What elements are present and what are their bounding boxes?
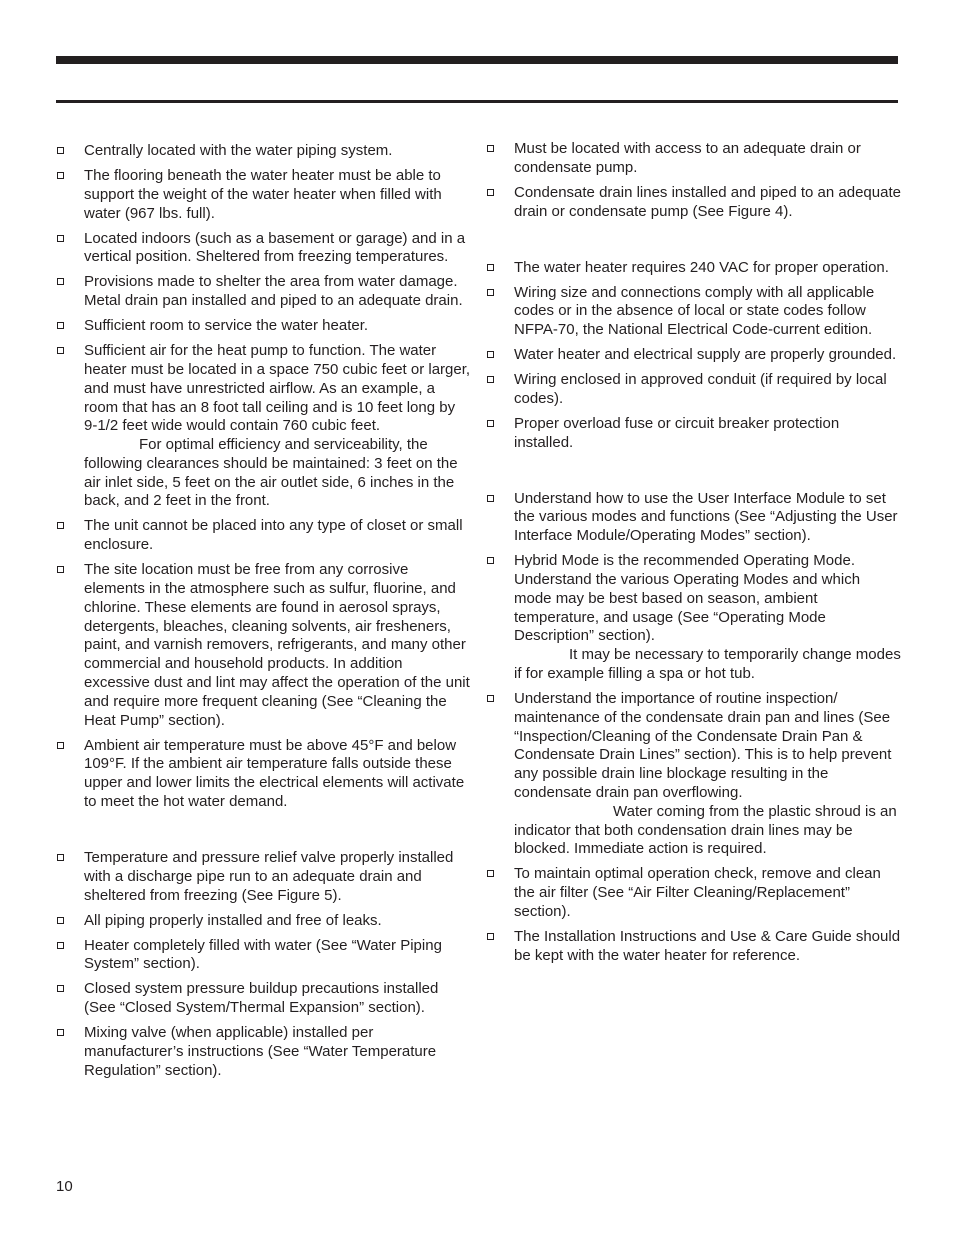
checklist-item — [486, 259, 901, 278]
checkbox-square-icon — [57, 1029, 64, 1036]
checklist-operation — [486, 490, 901, 966]
checkbox-square-icon — [57, 235, 64, 242]
checkbox-square-icon — [57, 985, 64, 992]
checklist-item-text: The water heater requires 240 VAC for proper operation. — [514, 258, 889, 276]
checklist-item — [56, 980, 471, 1018]
checklist-item — [56, 737, 471, 812]
checkbox-square-icon — [487, 145, 494, 152]
checkbox-square-icon — [57, 147, 64, 154]
header-rule-thick — [56, 56, 898, 64]
checklist-item-text: Centrally located with the water piping system. — [84, 142, 393, 159]
checkbox-square-icon — [487, 376, 494, 383]
checklist-item-text: Sufficient room to service the water heater. — [84, 317, 369, 335]
checklist-condensate — [486, 140, 901, 221]
checklist-item-text: Wiring enclosed in approved conduit (if required by local codes). — [514, 371, 887, 407]
checklist-item-text: Located indoors (such as a basement or garage) and in a vertical position. Sheltered from freezing temperatures. — [84, 229, 466, 266]
checkbox-square-icon — [57, 854, 64, 861]
checklist-item — [56, 273, 471, 311]
checklist-item — [486, 415, 901, 453]
checkbox-square-icon — [487, 695, 494, 702]
checklist-item-text: The unit cannot be placed into any type of closet or small enclosure. — [84, 517, 463, 554]
checkbox-square-icon — [487, 189, 494, 196]
checkbox-square-icon — [57, 522, 64, 529]
checklist-item-text: Understand how to use the User Interface Module to set the various modes and functions (See “Adjusting the User Interface Module/Operating Modes” section). — [514, 489, 898, 545]
checklist-water-system — [56, 849, 471, 1081]
left-column — [56, 142, 471, 1087]
checklist-item — [486, 371, 901, 409]
checklist-item — [486, 865, 901, 921]
checklist-item — [56, 142, 471, 161]
checklist-item-text: Water heater and electrical supply are properly grounded. — [514, 346, 897, 364]
section-gap — [486, 459, 901, 490]
checklist-item — [56, 342, 471, 511]
checklist-item-text: Ambient air temperature must be above 45°F and below 109°F. If the ambient air temperature falls outside these upper and lower limits the electrical elements will activate to meet the hot water demand. — [84, 736, 465, 810]
checklist-item-text: The site location must be free from any corrosive elements in the atmosphere such as sulfur, fluorine, and chlorine. These elements are found in aerosol sprays, detergents, bleaches, cleaning solvents, air fresheners, paint, and varnish removers, refrigerants, and many other commercial and household products. In addition excessive dust and lint may affect the operation of the unit and require more frequent cleaning (See “Cleaning the Heat Pump” section). — [84, 561, 470, 729]
checkbox-square-icon — [487, 264, 494, 271]
checklist-item-text: The Installation Instructions and Use & Care Guide should be kept with the water heater for reference. — [514, 927, 901, 964]
checklist-item — [56, 230, 471, 268]
checkbox-square-icon — [487, 933, 494, 940]
checkbox-square-icon — [487, 351, 494, 358]
checklist-item — [486, 690, 901, 859]
checklist-item-note: For optimal efficiency and serviceability, the following clearances should be maintained: 3 feet on the air inlet side, 5 feet on the air outlet side, 6 inches in the back, and 2 feet in the front. — [84, 436, 458, 510]
checklist-item — [486, 490, 901, 546]
checklist-item-note: Water coming from the plastic shroud is an indicator that both condensation drain lines may be blocked. Immediate action is required. — [514, 802, 897, 858]
checklist-location — [56, 142, 471, 812]
checkbox-square-icon — [57, 347, 64, 354]
checkbox-square-icon — [487, 870, 494, 877]
checklist-item-text: Proper overload fuse or circuit breaker protection installed. — [514, 414, 840, 451]
header-rule-thin — [56, 100, 898, 103]
checklist-item-note: It may be necessary to temporarily change modes if for example filling a spa or hot tub. — [514, 646, 901, 683]
checklist-item — [486, 284, 901, 340]
checkbox-square-icon — [57, 917, 64, 924]
checklist-item — [486, 140, 901, 178]
checkbox-square-icon — [487, 289, 494, 296]
checkbox-square-icon — [487, 420, 494, 427]
checklist-item-text: Wiring size and connections comply with all applicable codes or in the absence of local or state codes follow NFPA-70, the National Electrical Code-current edition. — [514, 283, 875, 339]
checklist-item — [486, 184, 901, 222]
checklist-item-text: Heater completely filled with water (See “Water Piping System” section). — [84, 936, 442, 973]
checkbox-square-icon — [487, 495, 494, 502]
checklist-item — [56, 1024, 471, 1080]
checkbox-square-icon — [57, 742, 64, 749]
checklist-item-text: Condensate drain lines installed and piped to an adequate drain or condensate pump (See Figure 4). — [514, 183, 901, 220]
checklist-item — [56, 937, 471, 975]
checkbox-square-icon — [57, 278, 64, 285]
right-column — [486, 140, 901, 972]
checklist-item — [56, 317, 471, 336]
checkbox-square-icon — [57, 172, 64, 179]
checkbox-square-icon — [57, 566, 64, 573]
checklist-item-text: To maintain optimal operation check, remove and clean the air filter (See “Air Filter Cleaning/Replacement” section). — [514, 865, 881, 920]
checklist-item — [56, 561, 471, 730]
checkbox-square-icon — [487, 557, 494, 564]
checkbox-square-icon — [57, 942, 64, 949]
checklist-item-text: Provisions made to shelter the area from water damage. Metal drain pan installed and piped to an adequate drain. — [84, 273, 463, 310]
checklist-item — [56, 517, 471, 555]
checklist-item-text: The flooring beneath the water heater must be able to support the weight of the water heater when filled with water (967 lbs. full). — [84, 166, 442, 222]
checklist-item-text: All piping properly installed and free of leaks. — [84, 911, 382, 929]
checklist-item-text: Sufficient air for the heat pump to function. The water heater must be located in a space 750 cubic feet or larger, and must have unrestricted airflow. As an example, a room that has an 8 foot tall ceiling and is 10 feet long by 9-1/2 feet wide would contain 760 cubic feet. — [84, 342, 471, 435]
section-gap — [56, 818, 471, 849]
checklist-item — [486, 552, 901, 684]
checklist-item-text: Mixing valve (when applicable) installed per manufacturer’s instructions (See “Water Temperature Regulation” section). — [84, 1024, 437, 1079]
checklist-item — [56, 912, 471, 931]
section-gap — [486, 228, 901, 259]
checklist-item — [56, 167, 471, 223]
checklist-electrical — [486, 259, 901, 453]
checklist-item — [56, 849, 471, 905]
checklist-item — [486, 346, 901, 365]
checklist-item-text: Closed system pressure buildup precautions installed (See “Closed System/Thermal Expansion” section). — [84, 980, 439, 1017]
checklist-item-text: Understand the importance of routine inspection/ maintenance of the condensate drain pan and lines (See “Inspection/Cleaning of the Condensate Drain Pan & Condensate Drain Lines” section). This is to help prevent any possible drain line blockage resulting in the condensate drain pan overflowing. — [514, 690, 892, 801]
checklist-item-text: Must be located with access to an adequate drain or condensate pump. — [514, 140, 861, 176]
checkbox-square-icon — [57, 322, 64, 329]
checklist-item — [486, 928, 901, 966]
checklist-item-text: Temperature and pressure relief valve properly installed with a discharge pipe run to an adequate drain and sheltered from freezing (See Figure 5). — [84, 848, 454, 904]
page-number: 10 — [56, 1178, 73, 1195]
checklist-item-text: Hybrid Mode is the recommended Operating Mode. Understand the various Operating Modes and which mode may be best based on season, ambient temperature, and usage (See “Operating Mode Description” section). — [514, 552, 861, 645]
